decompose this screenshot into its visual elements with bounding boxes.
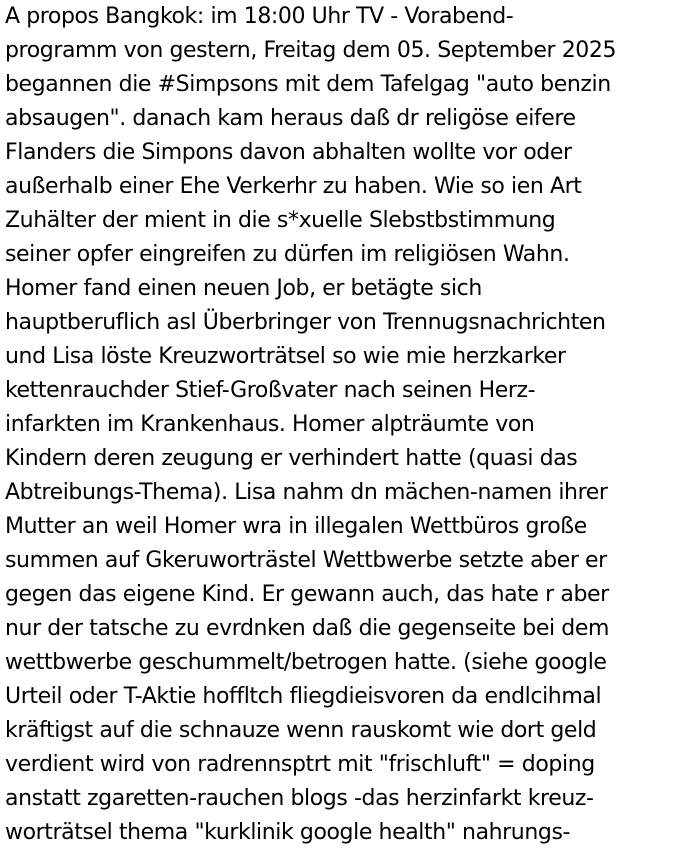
text-line: infarkten im Krankenhaus. Homer alpträumte von [5, 412, 535, 437]
text-line: kräftigst auf die schnauze wenn rauskomt wie dort geld [5, 718, 597, 743]
text-line: summen auf Gkeruworträstel Wettbwerbe setzte aber er [5, 548, 607, 573]
text-line: Flanders die Simpons davon abhalten wollte vor oder [5, 140, 572, 165]
text-line: außerhalb einer Ehe Verkerhr zu haben. Wie so ien Art [5, 174, 582, 199]
text-line: programm von gestern, Freitag dem 05. September 2025 [5, 38, 617, 63]
text-line: begannen die #Simpsons mit dem Tafelgag "auto benzin [5, 72, 611, 97]
text-line: Urteil oder T-Aktie hoffltch fliegdieisvoren da endlcihmal [5, 684, 602, 709]
text-line: A propos Bangkok: im 18:00 Uhr TV - Vorabend- [5, 4, 514, 29]
text-line: gegen das eigene Kind. Er gewann auch, das hate r aber [5, 582, 609, 607]
text-line: Mutter an weil Homer wra in illegalen Wettbüros große [5, 514, 587, 539]
text-line: wettbwerbe geschummelt/betrogen hatte. (siehe google [5, 650, 607, 675]
text-line: worträtsel thema "kurklinik google health" nahrungs- [5, 820, 571, 845]
text-line: und Lisa löste Kreuzworträtsel so wie mie herzkarker [5, 344, 566, 369]
text-line: Kindern deren zeugung er verhindert hatte (quasi das [5, 446, 578, 471]
text-line: Abtreibungs-Thema). Lisa nahm dn mächen-namen ihrer [5, 480, 608, 505]
text-line: Zuhälter der mient in die s*xuelle Slebstbstimmung [5, 208, 556, 233]
text-line: Homer fand einen neuen Job, er betägte sich [5, 276, 482, 301]
text-line: verdient wird von radrennsptrt mit "frischluft" = doping [5, 752, 595, 777]
text-line: anstatt zgaretten-rauchen blogs -das herzinfarkt kreuz- [5, 786, 594, 811]
text-line: hauptberuflich asl Überbringer von Trennugsnachrichten [5, 310, 606, 335]
document-page [5, 0, 684, 850]
text-line: nur der tatsche zu evrdnken daß die gegenseite bei dem [5, 616, 610, 641]
text-line: seiner opfer eingreifen zu dürfen im religiösen Wahn. [5, 242, 570, 267]
text-line: absaugen". danach kam heraus daß dr religöse eifere [5, 106, 576, 131]
text-line: kettenrauchder Stief-Großvater nach seinen Herz- [5, 378, 536, 403]
